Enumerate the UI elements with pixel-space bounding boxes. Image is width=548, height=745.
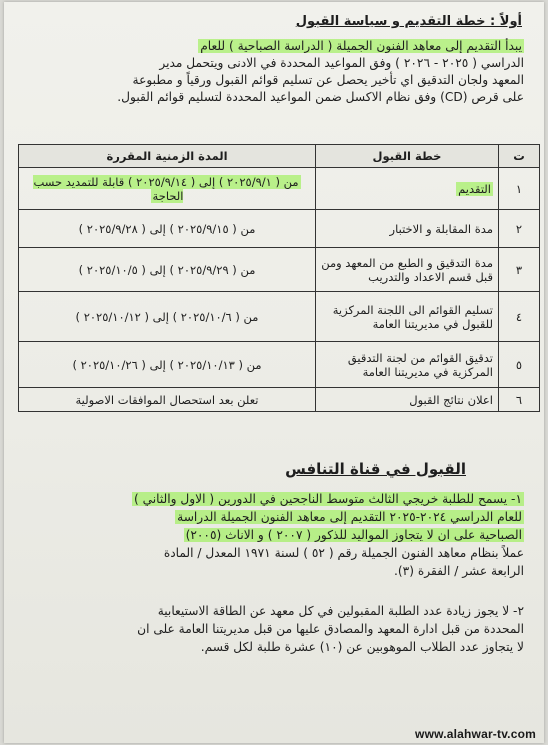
- rule-line: الرابعة عشر / الفقرة (٣).: [394, 564, 524, 578]
- table-row: [19, 388, 540, 412]
- header-plan: خطة القبول: [316, 145, 499, 168]
- intro-paragraph: [19, 38, 524, 106]
- intro-line: على قرص (CD) وفق نظام الاكسل ضمن المواعيد المحددة لتسليم قوائم القبول.: [117, 90, 524, 104]
- rule-line: ١- يسمح للطلبة خريجي الثالث متوسط الناجحين في الدورين ( الاول والثاني ): [133, 492, 522, 506]
- row-stage-text: التقديم: [458, 181, 491, 196]
- intro-line: المعهد ولجان التدقيق اي تأخير يحصل عن تسليم قوائم القبول ورقياً و مطبوعة: [132, 73, 524, 87]
- row-date: تعلن بعد استحصال الموافقات الاصولية: [19, 388, 316, 412]
- header-duration: المدة الزمنية المقررة: [19, 145, 316, 168]
- website-watermark: www.alahwar-tv.com: [415, 727, 536, 741]
- rule-line: لا يتجاوز عدد الطلاب الموهوبين عن (١٠) عشرة طلبة لكل قسم.: [200, 640, 524, 654]
- row-date-text: من ( ٢٠٢٥/٩/١ ) إلى ( ٢٠٢٥/٩/١٤ ) قابلة للتمديد حسب الحاجة: [33, 174, 299, 203]
- table-header-row: [19, 145, 540, 168]
- row-stage: [316, 168, 499, 210]
- row-date: من ( ٢٠٢٥/٩/١٥ ) إلى ( ٢٠٢٥/٩/٢٨ ): [19, 210, 316, 248]
- rule-line: الصباحية على ان لا يتجاوز المواليد للذكور ( ٢٠٠٧ ) و الاناث (٢٠٠٥): [185, 528, 522, 542]
- row-stage: مدة المقابلة و الاختبار: [316, 210, 499, 248]
- row-number: ٢: [499, 210, 540, 248]
- section-heading: [296, 14, 522, 29]
- row-stage: تسليم القوائم الى اللجنة المركزية للقبول في مديريتنا العامة: [316, 292, 499, 342]
- row-number: ٥: [499, 342, 540, 388]
- table-row: [19, 248, 540, 292]
- row-number: ٦: [499, 388, 540, 412]
- rule-line: ٢- لا يجوز زيادة عدد الطلبة المقبولين في كل معهد عن الطاقة الاستيعابية: [157, 604, 524, 618]
- row-stage: مدة التدقيق و الطبع من المعهد ومن قبل قسم الاعداد والتدريب: [316, 248, 499, 292]
- rule-line: المحددة من قبل ادارة المعهد والمصادق عليها من قبل مديريتنا العامة على ان: [137, 622, 524, 636]
- rule-line: عملاً بنظام معاهد الفنون الجميلة رقم ( ٥٢ ) لسنة ١٩٧١ المعدل / المادة: [163, 546, 524, 560]
- table-row: [19, 292, 540, 342]
- row-number: ٣: [499, 248, 540, 292]
- admission-plan-table: [18, 144, 540, 412]
- row-date: من ( ٢٠٢٥/١٠/٦ ) إلى ( ٢٠٢٥/١٠/١٢ ): [19, 292, 316, 342]
- document-page: [4, 2, 544, 743]
- row-date: [19, 168, 316, 210]
- competition-heading: [285, 460, 466, 478]
- competition-heading-text: القبول في قناة التنافس: [285, 460, 466, 478]
- table-row: [19, 168, 540, 210]
- intro-line: يبدأ التقديم إلى معاهد الفنون الجميلة ( الدراسة الصباحية ) للعام: [200, 39, 522, 53]
- row-number: ١: [499, 168, 540, 210]
- row-date: من ( ٢٠٢٥/١٠/١٣ ) إلى ( ٢٠٢٥/١٠/٢٦ ): [19, 342, 316, 388]
- row-number: ٤: [499, 292, 540, 342]
- rule-paragraph-2: [16, 602, 524, 656]
- row-date: من ( ٢٠٢٥/٩/٢٩ ) إلى ( ٢٠٢٥/١٠/٥ ): [19, 248, 316, 292]
- intro-line: الدراسي ( ٢٠٢٥ - ٢٠٢٦ ) وفق المواعيد المحددة في الادنى ويتحمل مدير: [159, 56, 524, 70]
- rule-paragraph-1: [16, 490, 524, 580]
- section-heading-text: أولاً : خطة التقديم و سياسة القبول: [295, 14, 522, 29]
- table-row: [19, 342, 540, 388]
- header-number: ت: [499, 145, 540, 168]
- rule-line: للعام الدراسي ٢٠٢٤-٢٠٢٥ التقديم إلى معاهد الفنون الجميلة الدراسة: [177, 510, 522, 524]
- row-stage: اعلان نتائج القبول: [316, 388, 499, 412]
- table-row: [19, 210, 540, 248]
- row-stage: تدقيق القوائم من لجنة التدقيق المركزية في مديريتنا العامة: [316, 342, 499, 388]
